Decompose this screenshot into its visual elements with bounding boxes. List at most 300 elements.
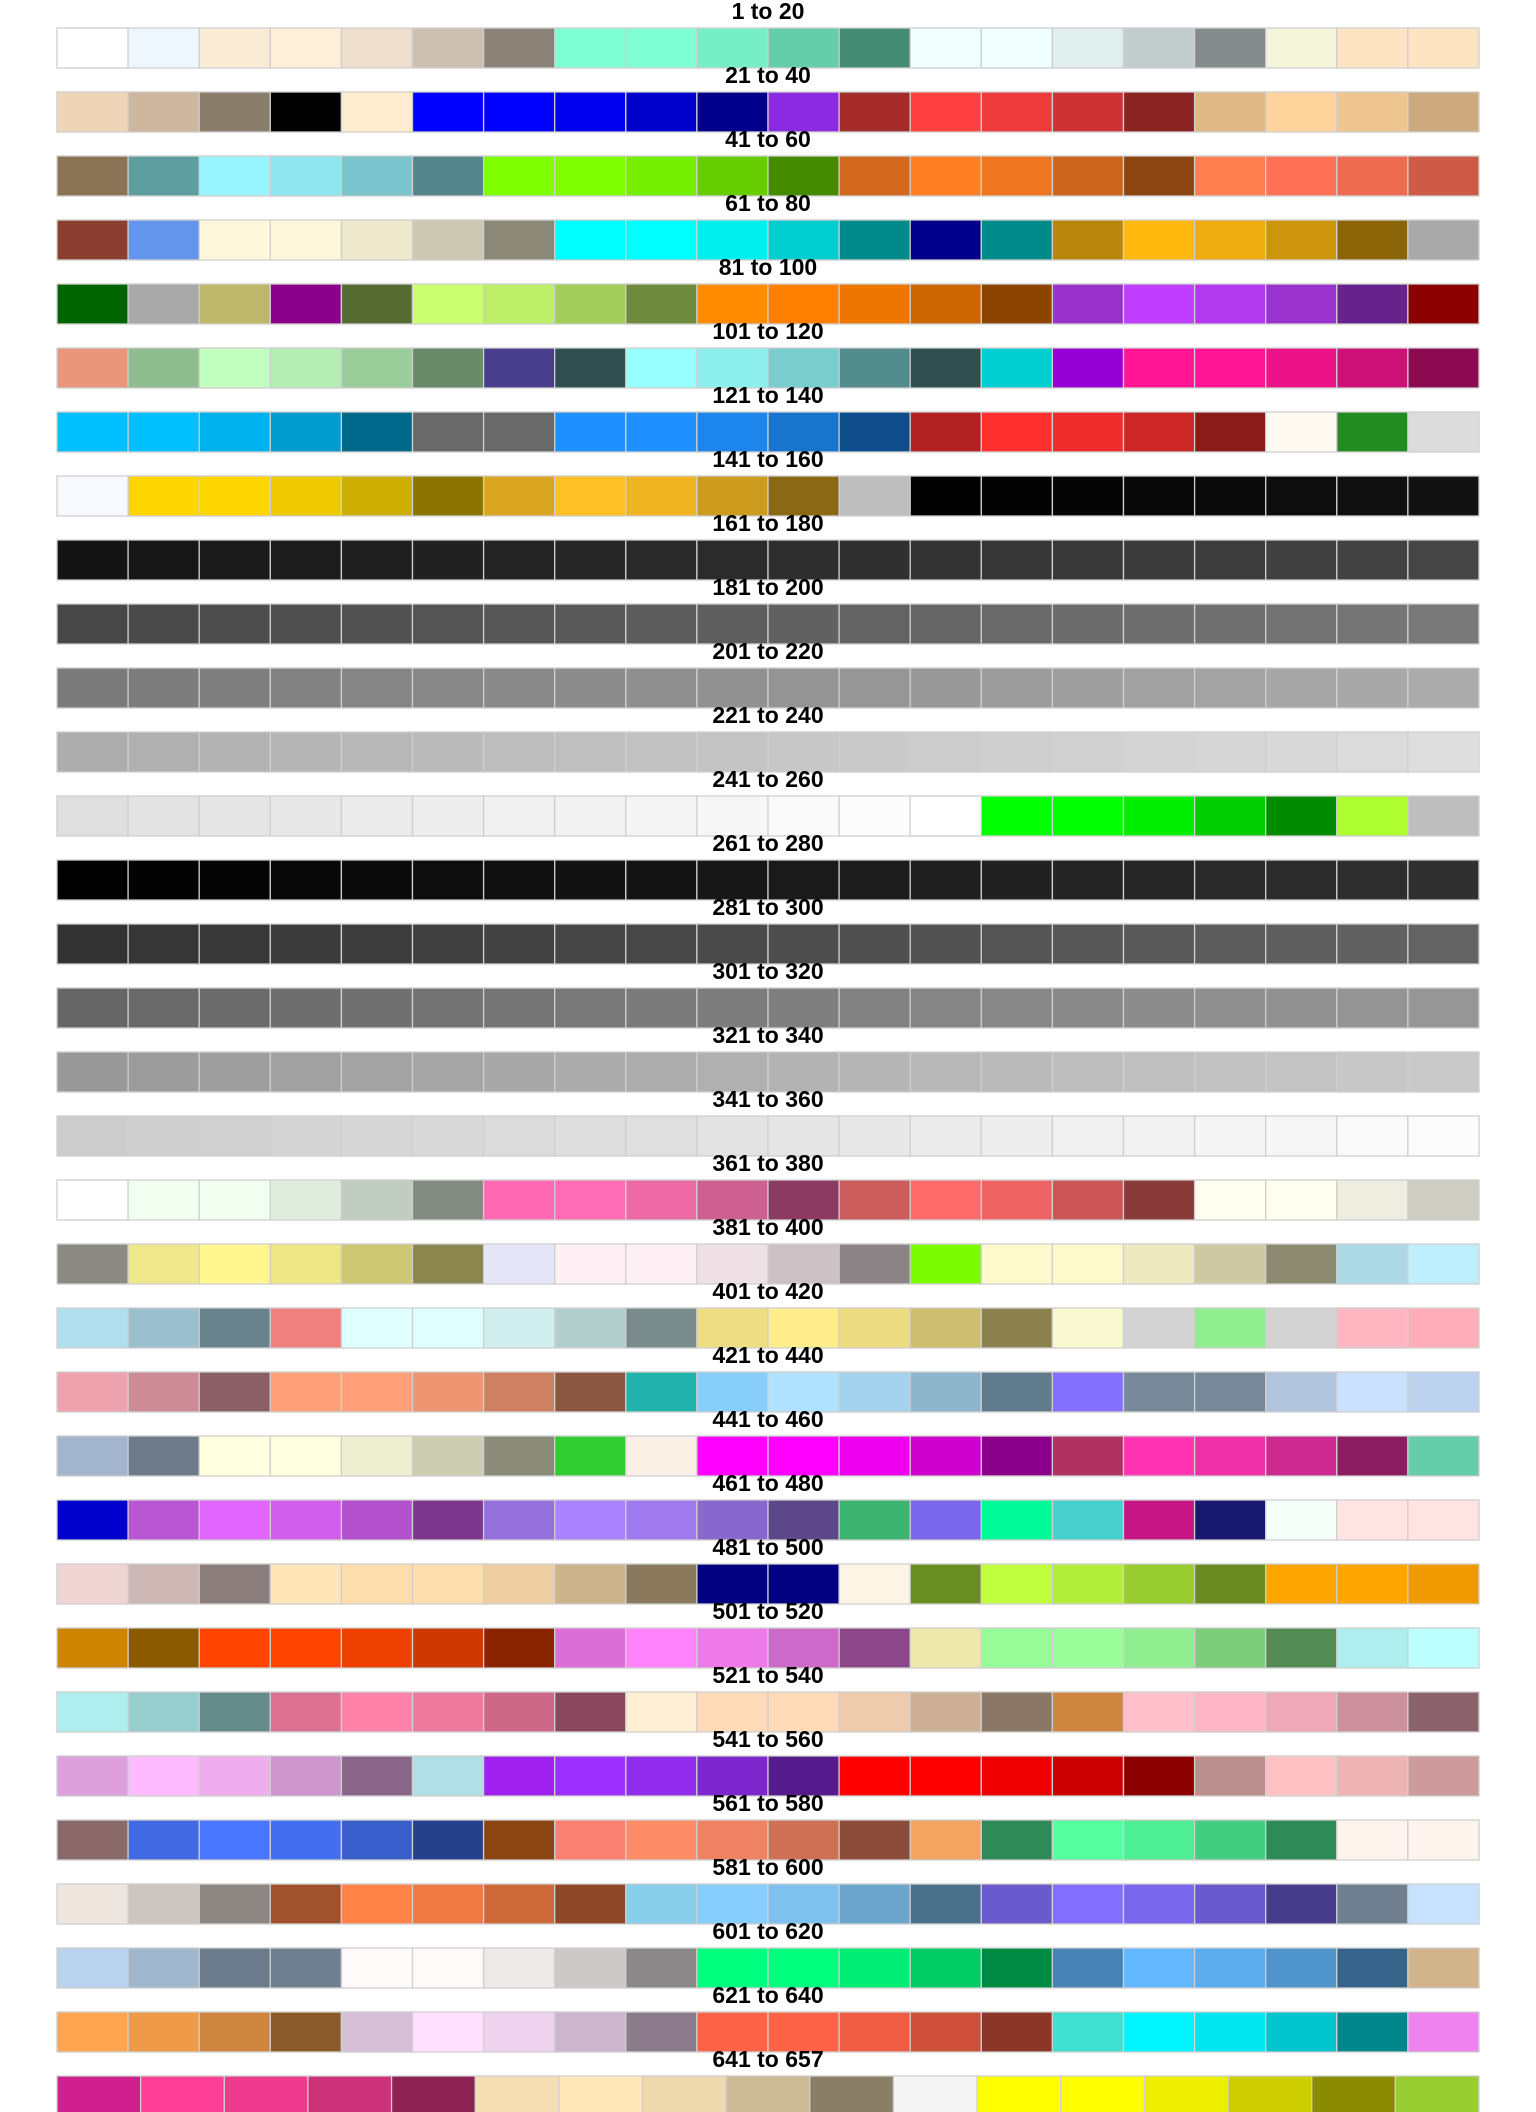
color-swatch [128,988,199,1028]
color-swatch [1337,476,1408,516]
color-swatch [413,476,484,516]
color-swatch [1408,1756,1479,1796]
row-title: 321 to 340 [712,1022,824,1048]
color-swatch [341,860,412,900]
color-swatch [626,732,697,772]
color-swatch [1337,668,1408,708]
color-swatch [1195,668,1266,708]
color-swatch [413,1628,484,1668]
color-swatch [413,988,484,1028]
color-swatch [199,1372,270,1412]
palette-row [57,1342,1479,1412]
row-title: 361 to 380 [712,1150,824,1176]
color-swatch [1337,1116,1408,1156]
color-swatch [128,604,199,644]
color-swatch [1408,796,1479,836]
color-swatch [1195,412,1266,452]
color-swatch [555,1244,626,1284]
color-swatch [1337,1436,1408,1476]
color-swatch [1408,604,1479,644]
color-swatch [981,92,1052,132]
color-swatch [1408,1116,1479,1156]
color-swatch [128,860,199,900]
color-swatch [270,1692,341,1732]
color-swatch [839,2012,910,2052]
color-swatch [57,732,128,772]
color-swatch [199,1564,270,1604]
color-swatch [839,1948,910,1988]
color-swatch [1195,604,1266,644]
color-swatch [626,1052,697,1092]
color-swatch [981,1436,1052,1476]
color-swatch [199,284,270,324]
color-swatch [57,540,128,580]
color-swatch [1337,1180,1408,1220]
color-swatch [839,796,910,836]
color-swatch [475,2076,559,2112]
color-swatch [626,1948,697,1988]
color-swatch [199,924,270,964]
color-swatch [1124,476,1195,516]
color-swatch [839,1180,910,1220]
color-swatch [910,284,981,324]
color-swatch [341,1052,412,1092]
color-swatch [981,1180,1052,1220]
color-swatch [910,156,981,196]
row-title: 1 to 20 [731,0,805,24]
color-swatch [57,476,128,516]
color-swatch [199,348,270,388]
color-swatch [1408,1372,1479,1412]
color-swatch [910,1244,981,1284]
color-swatch [626,156,697,196]
color-swatch [555,604,626,644]
color-swatch [270,1820,341,1860]
color-swatch [270,156,341,196]
color-swatch [555,1436,626,1476]
color-swatch [1052,1628,1123,1668]
color-swatch [1408,1308,1479,1348]
color-swatch [413,1756,484,1796]
color-swatch [199,604,270,644]
color-swatch [1052,604,1123,644]
color-swatch [270,1244,341,1284]
color-swatch [626,1884,697,1924]
color-swatch [57,796,128,836]
color-swatch [484,1948,555,1988]
color-swatch [981,1820,1052,1860]
color-swatch [1408,1884,1479,1924]
color-swatch [910,668,981,708]
color-swatch [981,1692,1052,1732]
color-swatch [1195,732,1266,772]
color-swatch [128,412,199,452]
palette-row [57,638,1479,708]
color-swatch [626,1116,697,1156]
color-swatch [839,988,910,1028]
color-swatch [484,1628,555,1668]
color-swatch [1052,1820,1123,1860]
color-swatch [341,412,412,452]
color-swatch [1124,1820,1195,1860]
color-swatch [270,476,341,516]
color-swatch [413,1372,484,1412]
color-swatch [484,1116,555,1156]
color-swatch [413,796,484,836]
color-swatch [128,348,199,388]
color-swatch [128,1052,199,1092]
color-swatch [1195,924,1266,964]
color-swatch [626,1500,697,1540]
color-swatch [128,668,199,708]
color-swatch [643,2076,727,2112]
row-title: 381 to 400 [712,1214,824,1240]
color-swatch [1052,1244,1123,1284]
color-swatch [555,476,626,516]
color-swatch [484,1500,555,1540]
color-swatch [910,1180,981,1220]
color-swatch [341,988,412,1028]
color-swatch [910,988,981,1028]
color-swatch [128,1436,199,1476]
color-swatch [57,1116,128,1156]
color-swatch [626,924,697,964]
color-swatch [1124,1436,1195,1476]
color-swatch [555,28,626,68]
color-swatch [413,1308,484,1348]
color-swatch [57,1628,128,1668]
color-swatch [626,540,697,580]
color-swatch [1195,1180,1266,1220]
color-swatch [484,220,555,260]
color-swatch [1124,924,1195,964]
color-swatch [341,1308,412,1348]
color-swatch [270,220,341,260]
palette-row [57,830,1479,900]
color-swatch [57,1052,128,1092]
color-swatch [1337,604,1408,644]
color-swatch [413,732,484,772]
color-swatch [341,668,412,708]
color-swatch [57,1756,128,1796]
color-swatch [839,1820,910,1860]
color-swatch [270,540,341,580]
color-swatch [839,284,910,324]
color-swatch [1052,412,1123,452]
color-swatch [341,1564,412,1604]
color-swatch [57,1884,128,1924]
color-swatch [484,1180,555,1220]
palette-row [57,510,1479,580]
row-title: 261 to 280 [712,830,824,856]
color-swatch [484,860,555,900]
color-swatch [1195,476,1266,516]
color-swatch [1337,1500,1408,1540]
color-swatch [910,2012,981,2052]
color-swatch [555,92,626,132]
color-swatch [1337,540,1408,580]
color-swatch [413,284,484,324]
color-swatch [57,1948,128,1988]
color-swatch [1052,796,1123,836]
color-swatch [1195,796,1266,836]
color-swatch [1124,156,1195,196]
color-swatch [57,284,128,324]
color-swatch [626,284,697,324]
color-swatch [57,860,128,900]
color-swatch [1337,92,1408,132]
color-swatch [555,1820,626,1860]
color-swatch [1337,1948,1408,1988]
color-swatch [1408,1180,1479,1220]
color-swatch [1124,1628,1195,1668]
color-swatch [1337,1308,1408,1348]
color-swatch [1337,1820,1408,1860]
color-swatch [910,220,981,260]
color-swatch [839,732,910,772]
color-swatch [839,1756,910,1796]
color-swatch [270,28,341,68]
color-swatch [484,1244,555,1284]
row-title: 121 to 140 [712,382,824,408]
color-swatch [555,1628,626,1668]
color-swatch [555,732,626,772]
color-swatch [1052,1948,1123,1988]
color-swatch [128,92,199,132]
color-swatch [128,476,199,516]
color-swatch [128,1820,199,1860]
color-swatch [1124,348,1195,388]
color-swatch [270,1436,341,1476]
color-swatch [1266,1692,1337,1732]
color-swatch [555,156,626,196]
color-swatch [910,924,981,964]
color-swatch [1266,1564,1337,1604]
color-swatch [341,92,412,132]
color-swatch [341,28,412,68]
color-swatch [270,860,341,900]
palette-row [57,958,1479,1028]
row-title: 101 to 120 [712,318,824,344]
color-swatch [1144,2076,1228,2112]
color-swatch [1052,1052,1123,1092]
color-swatch [1337,348,1408,388]
row-title: 41 to 60 [725,126,811,152]
color-swatch [341,156,412,196]
color-swatch [270,1052,341,1092]
color-swatch [57,668,128,708]
color-swatch [1124,796,1195,836]
color-swatch [839,1500,910,1540]
color-swatch [626,796,697,836]
color-swatch [626,1436,697,1476]
color-swatch [308,2076,392,2112]
color-swatch [1266,28,1337,68]
color-swatch [910,92,981,132]
color-swatch [484,732,555,772]
color-swatch [626,476,697,516]
color-swatch [128,28,199,68]
color-swatch [1266,540,1337,580]
color-swatch [270,1628,341,1668]
color-swatch [1408,924,1479,964]
color-swatch [1124,1500,1195,1540]
color-swatch [1337,220,1408,260]
color-swatch [1195,348,1266,388]
color-swatch [413,2012,484,2052]
color-swatch [555,412,626,452]
color-swatch [199,92,270,132]
color-swatch [128,540,199,580]
color-swatch [484,1372,555,1412]
color-swatch [1408,156,1479,196]
color-swatch [128,1756,199,1796]
color-swatch [1408,860,1479,900]
color-swatch [1052,1116,1123,1156]
color-swatch [1337,1052,1408,1092]
color-swatch [839,1052,910,1092]
color-swatch [981,2012,1052,2052]
color-swatch [893,2076,977,2112]
color-swatch [57,1564,128,1604]
color-swatch [977,2076,1061,2112]
color-swatch [1408,1052,1479,1092]
color-swatch [1266,1244,1337,1284]
color-swatch [555,284,626,324]
color-swatch [341,604,412,644]
color-swatch [341,732,412,772]
color-swatch [910,1116,981,1156]
row-title: 141 to 160 [712,446,824,472]
color-swatch [270,668,341,708]
color-swatch [1195,1756,1266,1796]
row-title: 621 to 640 [712,1982,824,2008]
color-swatch [270,412,341,452]
color-swatch [1266,1436,1337,1476]
color-swatch [1195,540,1266,580]
color-swatch [1052,348,1123,388]
color-swatch [1124,412,1195,452]
color-swatch [270,732,341,772]
color-swatch [839,28,910,68]
color-swatch [341,540,412,580]
color-swatch [555,1372,626,1412]
color-swatch [128,1564,199,1604]
color-swatch [1408,1692,1479,1732]
color-swatch [484,1308,555,1348]
color-swatch [626,604,697,644]
color-swatch [413,540,484,580]
color-swatch [128,1884,199,1924]
palette-row [57,1406,1479,1476]
color-swatch [1124,1052,1195,1092]
color-swatch [199,1116,270,1156]
color-swatch [1408,220,1479,260]
color-swatch [57,2012,128,2052]
color-swatch [626,92,697,132]
color-swatch [1337,2012,1408,2052]
color-swatch [981,1756,1052,1796]
color-swatch [981,1564,1052,1604]
row-title: 221 to 240 [712,702,824,728]
color-swatch [626,1820,697,1860]
color-swatch [1124,1692,1195,1732]
color-swatch [910,860,981,900]
row-title: 241 to 260 [712,766,824,792]
color-swatch [484,284,555,324]
color-swatch [1337,1564,1408,1604]
color-swatch [1061,2076,1145,2112]
row-title: 601 to 620 [712,1918,824,1944]
color-swatch [413,1436,484,1476]
color-swatch [981,796,1052,836]
color-swatch [341,476,412,516]
color-swatch [981,604,1052,644]
color-swatch [1337,412,1408,452]
color-swatch [1408,412,1479,452]
color-swatch [413,1052,484,1092]
color-swatch [199,1628,270,1668]
color-swatch [910,348,981,388]
color-swatch [839,1628,910,1668]
color-swatch [1266,412,1337,452]
color-swatch [57,1244,128,1284]
color-swatch [1052,476,1123,516]
palette-row [57,1598,1479,1668]
color-swatch [341,1244,412,1284]
row-title: 501 to 520 [712,1598,824,1624]
row-title: 561 to 580 [712,1790,824,1816]
color-swatch [484,604,555,644]
color-swatch [1337,1756,1408,1796]
color-swatch [270,2012,341,2052]
color-swatch [1408,988,1479,1028]
palette-row [57,254,1479,324]
color-swatch [1266,92,1337,132]
color-swatch [270,92,341,132]
palette-row [57,382,1479,452]
color-swatch [910,476,981,516]
color-swatch [1337,1692,1408,1732]
palette-row [57,766,1479,836]
color-swatch [413,1180,484,1220]
row-title: 161 to 180 [712,510,824,536]
color-swatch [1124,732,1195,772]
color-swatch [555,1052,626,1092]
color-swatch [341,2012,412,2052]
color-swatch [57,1820,128,1860]
color-swatch [484,796,555,836]
color-swatch [910,1372,981,1412]
color-swatch [1052,988,1123,1028]
color-swatch [910,412,981,452]
color-swatch [57,988,128,1028]
color-swatch [1052,668,1123,708]
color-swatch [484,924,555,964]
color-swatch [839,1436,910,1476]
color-swatch [1052,28,1123,68]
color-swatch [128,1116,199,1156]
color-swatch [1052,860,1123,900]
color-swatch [1266,1820,1337,1860]
color-swatch [199,1180,270,1220]
color-swatch [1408,1948,1479,1988]
color-swatch [1408,540,1479,580]
color-swatch [981,1052,1052,1092]
color-swatch [981,412,1052,452]
color-swatch [839,1116,910,1156]
color-swatch [1052,924,1123,964]
